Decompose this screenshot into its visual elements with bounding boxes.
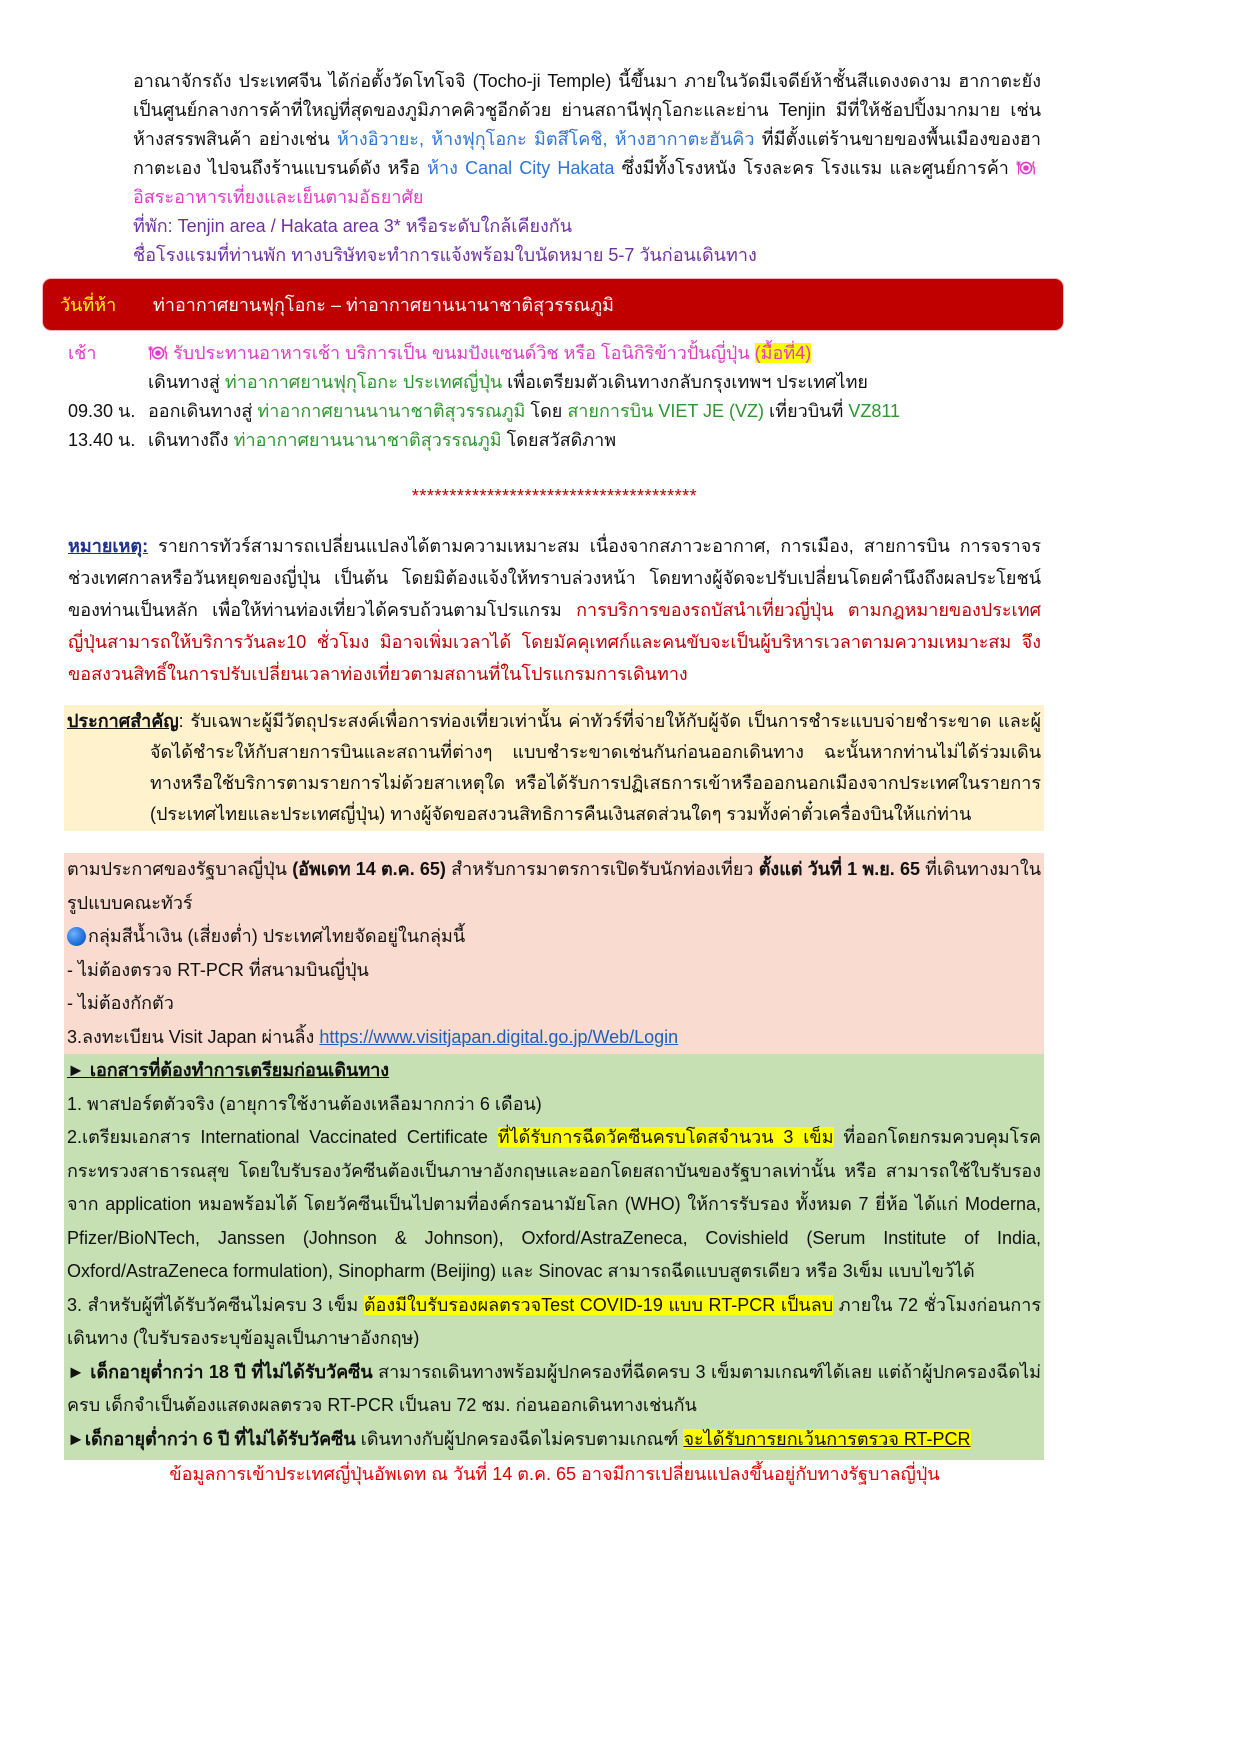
meal-number-badge: (มื้อที่4) — [754, 343, 812, 363]
remark-label: หมายเหตุ: — [68, 536, 149, 556]
visit-japan-link[interactable]: https://www.visitjapan.digital.go.jp/Web/Login — [319, 1026, 679, 1047]
fukuoka-description — [133, 67, 1041, 212]
hotel-info: ที่พัก: Tenjin area / Hakata area 3* หรือระดับใกล้เคียงกัน — [133, 216, 573, 236]
schedule-row-transfer — [68, 368, 1041, 397]
no-test-line: - ไม่ต้องตรวจ RT-PCR ที่สนามบินญี่ปุ่น — [67, 959, 369, 980]
schedule-description — [148, 397, 1041, 426]
section-separator: ************************************** — [411, 486, 698, 506]
vaccine-highlight: ที่ได้รับการฉีดวัคซีนครบโดสจำนวน 3 เข็ม — [497, 1127, 834, 1147]
incomplete-highlight: ต้องมีใบรับรองผลตรวจTest COVID-19 แบบ RT-PCR เป็นลบ — [363, 1294, 834, 1315]
remark-paragraph — [68, 530, 1041, 690]
entry-rules-box — [64, 853, 1044, 1054]
remark-text: รายการทัวร์สามารถเปลี่ยนแปลงได้ตามความเหมาะสม เนื่องจากสภาวะอากาศ, การเมือง, สายการบิน การจราจรช่วงเทศกาลหรือวันหยุดของญี่ปุ่น เป็นต้น โดยมิต้องแจ้งให้ทราบล่วงหน้า โดยทางผู้จัดจะปรับเปลี่ยนโดยคำนึงถึงผลประโยชน์ของท่านเป็นหลัก เพื่อให้ท่านท่องเที่ยวได้ครบถ้วนตามโปรแกรม — [68, 536, 1041, 620]
schedule-time: 13.40 น. — [68, 430, 136, 450]
arrival-text-2: โดยสวัสดิภาพ — [501, 430, 617, 450]
child-under-18-label: ► เด็กอายุต่ำกว่า 18 ปี ที่ไม่ได้รับวัคซีน — [67, 1361, 373, 1382]
blue-circle-icon — [67, 927, 86, 946]
flight-number: VZ811 — [848, 401, 901, 421]
child-under-6-highlight: จะได้รับการยกเว้นการตรวจ RT-PCR — [683, 1428, 971, 1449]
day-schedule — [68, 339, 1041, 455]
child-under-6-text: เดินทางกับผู้ปกครองฉีดไม่ครบตามเกณฑ์ — [355, 1428, 684, 1449]
departure-text-3: เที่ยวบินที่ — [764, 401, 849, 421]
meal-plate-icon — [148, 345, 168, 361]
day-banner — [42, 278, 1064, 331]
departure-text: ออกเดินทางสู่ — [148, 401, 258, 421]
important-notice — [67, 706, 1041, 830]
entry-text-3: ที่เดินทางมาในรูปแบบคณะทัวร์ — [67, 859, 1041, 913]
transfer-text-2: เพื่อเตรียมตัวเดินทางกลับกรุงเทพฯ ประเทศไทย — [502, 372, 868, 392]
risk-group-text: กลุ่มสีน้ำเงิน (เสี่ยงต่ำ) ประเทศไทยจัดอยู่ในกลุ่มนี้ — [88, 926, 466, 946]
risk-group-line — [67, 920, 1041, 954]
schedule-time-empty — [68, 368, 148, 397]
page-content — [0, 67, 1241, 1488]
departure-text-2: โดย — [525, 401, 568, 421]
canal-city-highlight: ห้าง Canal City Hakata — [427, 158, 615, 178]
register-line — [67, 1021, 1041, 1055]
hotel-notice: ชื่อโรงแรมที่ท่านพัก ทางบริษัทจะทำการแจ้งพร้อมใบนัดหมาย 5-7 วันก่อนเดินทาง — [133, 245, 757, 265]
register-text: 3.ลงทะเบียน Visit Japan ผ่านลิ้ง — [67, 1026, 320, 1047]
transfer-place: ท่าอากาศยานฟุกุโอกะ ประเทศญี่ปุ่น — [224, 372, 503, 392]
description-text-3: ซึ่งมีทั้งโรงหนัง โรงละคร โรงแรม และศูนย์การค้า — [614, 158, 1016, 178]
schedule-row-breakfast — [68, 339, 1041, 368]
incomplete-text-2: ภายใน 72 ชั่วโมงก่อนการเดินทาง (ใบรับรองระบุข้อมูลเป็นภาษาอังกฤษ) — [67, 1294, 1042, 1348]
description-text-2: ที่มีตั้งแต่ร้านขายของพื้นเมืองของฮากาตะเอง ไปจนถึงร้านแบรนด์ดัง หรือ — [133, 129, 1041, 178]
vaccine-text-2: ที่ออกโดยกรมควบคุมโรค กระทรวงสาธารณสุข โดยใบรับรองวัคซีนต้องเป็นภาษาอังกฤษและออกโดยสถาบันของรัฐบาลเท่านั้น หรือ สามารถใช้ใบรับรองจาก application หมอพร้อมได้ โดยวัคซีนเป็นไปตามที่องค์กรอนามัยโลก (WHO) ให้การรับรอง ทั้งหมด 7 ยี่ห้อ ได้แก่ Moderna, Pfizer/BioNTech, Janssen (Johnson & Johnson), Oxford/AstraZeneca, Covishield (Serum Institute of India, Oxford/AstraZeneca formulation), Sinopharm (Beijing) และ Sinovac สามารถฉีดแบบสูตรเดียว หรือ 3เข็ม แบบไขว้ได้ — [67, 1127, 1041, 1281]
entry-update-footer: ข้อมูลการเข้าประเทศญี่ปุ่นอัพเดท ณ วันที่ 14 ต.ค. 65 อาจมีการเปลี่ยนแปลงขึ้นอยู่กับทางรัฐบาลญี่ปุ่น — [169, 1464, 940, 1484]
schedule-description — [148, 426, 1041, 455]
entry-announcement — [67, 853, 1041, 920]
schedule-time: เช้า — [68, 343, 97, 363]
description-text: อาณาจักรถัง ประเทศจีน ได้ก่อตั้งวัดโทโจจิ (Tocho-ji Temple) นี้ขึ้นมา ภายในวัดมีเจดีย์ห้าชั้นสีแดงงดงาม ฮากาตะยังเป็นศูนย์กลางการค้าที่ใหญ่ที่สุดของภูมิภาคคิวชูอีกด้วย ย่านสถานีฟุกุโอกะและย่าน Tenjin มีที่ให้ช้อปปิ้งมากมาย เช่น ห้างสรรพสินค้า อย่างเช่น — [133, 71, 1041, 149]
meal-plate-icon — [1016, 160, 1036, 176]
notice-text: : รับเฉพาะผู้มีวัตถุประสงค์เพื่อการท่องเที่ยวเท่านั้น ค่าทัวร์ที่จ่ายให้กับผู้จัด เป็นการชำระแบบจ่ายชำระขาด และผู้จัดได้ชำระให้กับสายการบินและสถานที่ต่างๆ แบบชำระขาดเช่นกันก่อนออกเดินทาง ฉะนั้นหากท่านไม่ได้ร่วมเดินทางหรือใช้บริการตามรายการไม่ด้วยสาเหตุใด หรือได้รับการปฏิเสธการเข้าหรือออกนอกเมืองจากประเทศในรายการ (ประเทศไทยและประเทศญี่ปุ่น) ทางผู้จัดขอสงวนสิทธิการคืนเงินสดส่วนใดๆ รวมทั้งค่าตั๋วเครื่องบินให้แก่ท่าน — [150, 711, 1041, 824]
start-date: ตั้งแต่ วันที่ 1 พ.ย. 65 — [758, 859, 920, 879]
arrival-place: ท่าอากาศยานนานาชาติสุวรรณภูมิ — [233, 430, 502, 450]
vaccine-requirement — [67, 1121, 1041, 1289]
child-under-18-rule — [67, 1356, 1041, 1423]
entry-text: ตามประกาศของรัฐบาลญี่ปุ่น — [67, 859, 293, 879]
schedule-time: 09.30 น. — [68, 401, 136, 421]
bus-policy-text: การบริการของรถบัสนำเที่ยวญี่ปุ่น ตามกฎหมายของประเทศญี่ปุ่นสามารถให้บริการวันละ10 ชั่วโมง มิอาจเพิ่มเวลาได้ โดยมัคคุเทศก์และคนขับจะเป็นผู้บริหารเวลาตามความเหมาะสม จึงขอสงวนสิทธิ์ในการปรับเปลี่ยนเวลาท่องเที่ยวตามสถานที่ในโปรแกรมการเดินทาง — [68, 600, 1042, 684]
important-notice-box — [64, 705, 1044, 831]
vaccine-text: 2.เตรียมเอกสาร International Vaccinated Certificate — [67, 1127, 498, 1147]
update-date: (อัพเดท 14 ต.ค. 65) — [292, 859, 446, 879]
department-stores-highlight: ห้างอิวายะ, ห้างฟุกุโอกะ มิตสึโคชิ, ห้างฮากาตะฮันคิว — [336, 129, 755, 149]
transfer-text: เดินทางสู่ — [148, 372, 225, 392]
airline-name: สายการบิน VIET JE (VZ) — [567, 401, 765, 421]
schedule-row-departure — [68, 397, 1041, 426]
day-route-title: ท่าอากาศยานฟุกุโอกะ – ท่าอากาศยานนานาชาติสุวรรณภูมิ — [153, 295, 614, 315]
passport-requirement: 1. พาสปอร์ตตัวจริง (อายุการใช้งานต้องเหลือมากกว่า 6 เดือน) — [67, 1093, 542, 1114]
child-under-6-rule — [67, 1423, 1041, 1457]
schedule-description — [148, 368, 1041, 397]
schedule-description — [148, 339, 1041, 368]
notice-label: ประกาศสำคัญ — [67, 711, 179, 731]
no-quarantine-line: - ไม่ต้องกักตัว — [67, 993, 174, 1013]
documents-heading: ► เอกสารที่ต้องทำการเตรียมก่อนเดินทาง — [67, 1060, 390, 1080]
arrival-text: เดินทางถึง — [148, 430, 234, 450]
child-under-18-text: สามารถเดินทางพร้อมผู้ปกครองที่ฉีดครบ 3 เข็มตามเกณฑ์ได้เลย แต่ถ้าผู้ปกครองฉีดไม่ครบ เด็กจำเป็นต้องแสดงผลตรวจ RT-PCR เป็นลบ 72 ชม. ก่อนออกเดินทางเช่นกัน — [67, 1361, 1041, 1415]
incomplete-vaccine-requirement — [67, 1289, 1041, 1356]
breakfast-text: รับประทานอาหารเช้า บริการเป็น ขนมปังแซนด์วิช หรือ โอนิกิริข้าวปั้นญี่ปุ่น — [173, 343, 755, 363]
schedule-row-arrival — [68, 426, 1041, 455]
required-documents-box — [64, 1054, 1044, 1460]
incomplete-text: 3. สำหรับผู้ที่ได้รับวัคซีนไม่ครบ 3 เข็ม — [67, 1294, 364, 1315]
entry-text-2: สำหรับการมาตรการเปิดรับนักท่องเที่ยว — [445, 859, 759, 879]
departure-destination: ท่าอากาศยานนานาชาติสุวรรณภูมิ — [257, 401, 526, 421]
free-meal-text: อิสระอาหารเที่ยงและเย็นตามอัธยาศัย — [133, 187, 424, 207]
child-under-6-label: ►เด็กอายุต่ำกว่า 6 ปี ที่ไม่ได้รับวัคซีน — [67, 1428, 356, 1449]
day-label: วันที่ห้า — [60, 295, 117, 315]
fukuoka-description-section — [133, 67, 1041, 270]
